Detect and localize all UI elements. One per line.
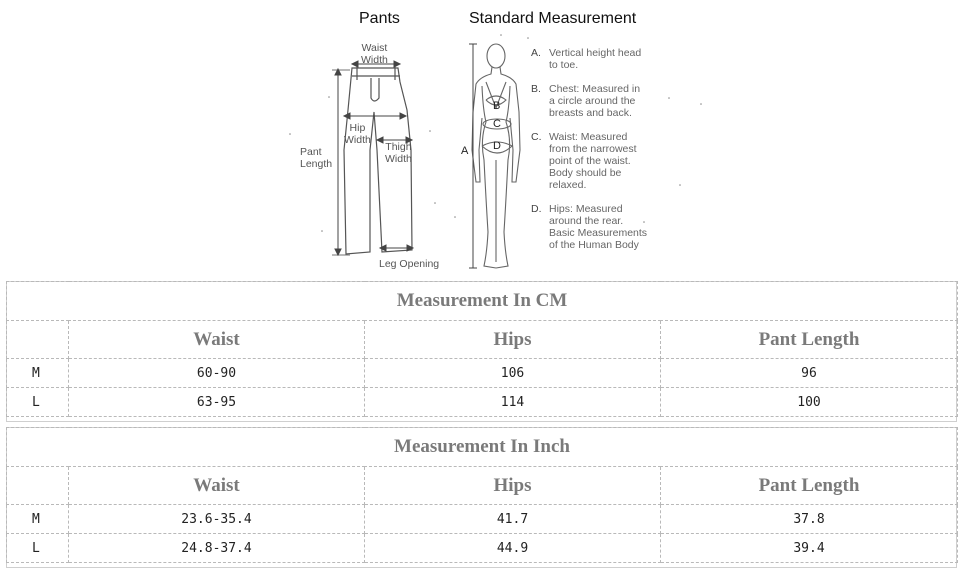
description-c: C. Waist: Measured from the narrowest point of the waist. Body should be relaxed.	[531, 131, 637, 191]
waist-cell: 63-95	[69, 388, 365, 417]
header-pant-length: Pant Length	[661, 467, 958, 505]
body-drawing	[472, 44, 520, 268]
description-d: D. Hips: Measured around the rear. Basic Measurements of the Human Body	[531, 203, 648, 251]
header-waist: Waist	[69, 467, 365, 505]
body-letter-c: C	[493, 118, 501, 130]
table-title: Measurement In CM	[7, 282, 958, 321]
size-cell: L	[7, 388, 69, 417]
table-row	[7, 388, 958, 417]
hip-width-label: Hip Width	[344, 122, 371, 146]
pant-length-cell: 37.8	[661, 505, 958, 534]
header-size	[7, 467, 69, 505]
pant-length-label: Pant Length	[300, 146, 333, 170]
size-diagram	[0, 0, 962, 278]
size-table-inch	[6, 427, 958, 563]
table-title: Measurement In Inch	[7, 428, 958, 467]
waist-cell: 23.6-35.4	[69, 505, 365, 534]
leg-opening-label: Leg Opening	[379, 258, 440, 270]
pants-heading: Pants	[359, 10, 400, 27]
body-letter-a: A	[461, 145, 469, 157]
size-table-cm	[6, 281, 958, 417]
waist-width-label: Waist Width	[361, 42, 388, 66]
description-b: B. Chest: Measured in a circle around the breasts and back.	[531, 83, 641, 119]
standard-measurement-heading: Standard Measurement	[469, 10, 637, 27]
size-cell: M	[7, 505, 69, 534]
hips-cell: 41.7	[365, 505, 661, 534]
thigh-width-label: Thigh Width	[385, 141, 412, 165]
size-cell: L	[7, 534, 69, 563]
pant-length-cell: 96	[661, 359, 958, 388]
hips-cell: 44.9	[365, 534, 661, 563]
header-hips: Hips	[365, 321, 661, 359]
body-height-line	[469, 44, 477, 268]
body-letter-d: D	[493, 140, 501, 152]
hips-cell: 114	[365, 388, 661, 417]
hips-cell: 106	[365, 359, 661, 388]
header-pant-length: Pant Length	[661, 321, 958, 359]
pant-length-cell: 100	[661, 388, 958, 417]
diagram-drawing	[0, 0, 962, 278]
body-letter-b: B	[493, 100, 501, 112]
waist-cell: 60-90	[69, 359, 365, 388]
waist-cell: 24.8-37.4	[69, 534, 365, 563]
header-size	[7, 321, 69, 359]
table-row	[7, 359, 958, 388]
pant-length-cell: 39.4	[661, 534, 958, 563]
table-row	[7, 505, 958, 534]
description-a: A. Vertical height head to toe.	[531, 47, 642, 71]
size-cell: M	[7, 359, 69, 388]
header-hips: Hips	[365, 467, 661, 505]
table-row	[7, 534, 958, 563]
header-waist: Waist	[69, 321, 365, 359]
